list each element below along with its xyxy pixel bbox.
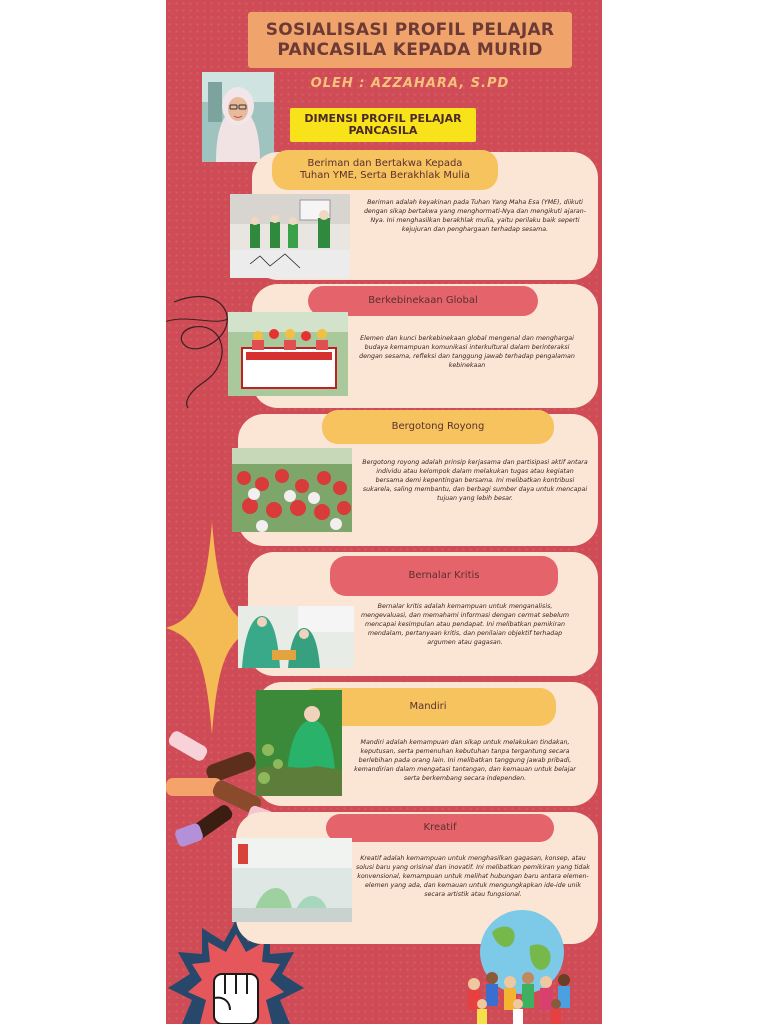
- photo-section-3: [232, 448, 352, 532]
- section-title-6: [326, 814, 554, 842]
- photo-section-1: [230, 194, 350, 278]
- title-line-2: PANCASILA KEPADA MURID: [277, 40, 543, 60]
- section-title-1-line-1: Beriman dan Bertakwa Kepada: [307, 158, 463, 169]
- section-title-1-line-2: Tuhan YME, Serta Berakhlak Mulia: [299, 170, 471, 181]
- section-text-2: Elemen dan kunci berkebinekaan global mengenal dan menghargai budaya kemampuan komunikasi interkultural dalam berinteraksi dengan sesama, refleksi dan tanggung jawab terhadap pengalaman kebinekaan: [359, 335, 575, 369]
- section-text-4: Bernalar kritis adalah kemampuan untuk menganalisis, mengevaluasi, dan memahami informasi dengan cermat sebelum mencapai kesimpulan atau pendapat. Ini melibatkan pemikiran mendalam, pertanyaan kritis, dan penilaian objektif terhadap argumen atau gagasan.: [360, 603, 570, 646]
- photo-section-2: [228, 312, 348, 396]
- section-title-3-line-1: Bergotong Royong: [391, 421, 485, 432]
- section-text-3: Bergotong royong adalah prinsip kerjasama dan partisipasi aktif antara individu atau kelompok dalam melakukan tugas atau kegiatan bersama demi kepentingan bersama. Ini melibatkan kontribusi sukarela, saling membantu, dan berbagi sumber daya untuk mencapai tujuan yang lebih besar.: [362, 459, 588, 502]
- section-title-4: [330, 556, 558, 596]
- section-title-2-line-1: Berkebinekaan Global: [368, 295, 478, 306]
- poster: [166, 0, 602, 1024]
- title-line-1: SOSIALISASI PROFIL PELAJAR: [265, 20, 555, 40]
- section-text-5: Mandiri adalah kemampuan dan sikap untuk melakukan tindakan, keputusan, serta pemenuhan kebutuhan tanpa tergantung secara berlebihan pada orang lain. Ini melibatkan tanggung jawab pribadi, kemandirian dalam mengatasi tantangan, dan kemauan untuk belajar serta berkembang secara independen.: [354, 739, 576, 782]
- photo-section-4: [238, 606, 354, 668]
- globe-children-icon: [452, 896, 592, 1024]
- section-title-6-line-1: Kreatif: [423, 822, 457, 833]
- photo-section-6: [232, 838, 352, 922]
- section-title-5-line-1: Mandiri: [409, 701, 447, 712]
- author-portrait: [202, 72, 274, 162]
- section-text-6: Kreatif adalah kemampuan untuk menghasilkan gagasan, konsep, atau solusi baru yang orisinal dan inovatif. Ini melibatkan pemikiran yang tidak konvensional, kemampuan untuk melihat hubungan baru antara elemen-elemen yang ada, dan kemauan untuk mengungkapkan ide-ide unik secara artistik atau fungsional.: [356, 855, 590, 898]
- dimension-label: [290, 108, 476, 142]
- author-label: OLEH : AZZAHARA, S.PD: [310, 76, 510, 91]
- title-box: [248, 12, 572, 68]
- section-text-1: Beriman adalah keyakinan pada Tuhan Yang Maha Esa (YME), diikuti dengan sikap bertakwa yang menghormati-Nya dan mengikuti ajaran-Nya. Ini menghasilkan berakhlak mulia, yaitu perilaku baik seperti kejujuran dan penghargaan terhadap sesama.: [363, 199, 587, 233]
- section-title-3: [322, 410, 554, 444]
- photo-section-5: [256, 690, 342, 796]
- dimension-line-2: PANCASILA: [348, 124, 418, 137]
- section-title-4-line-1: Bernalar Kritis: [408, 570, 480, 581]
- dimension-line-1: DIMENSI PROFIL PELAJAR: [304, 112, 462, 125]
- section-title-1: [272, 150, 498, 190]
